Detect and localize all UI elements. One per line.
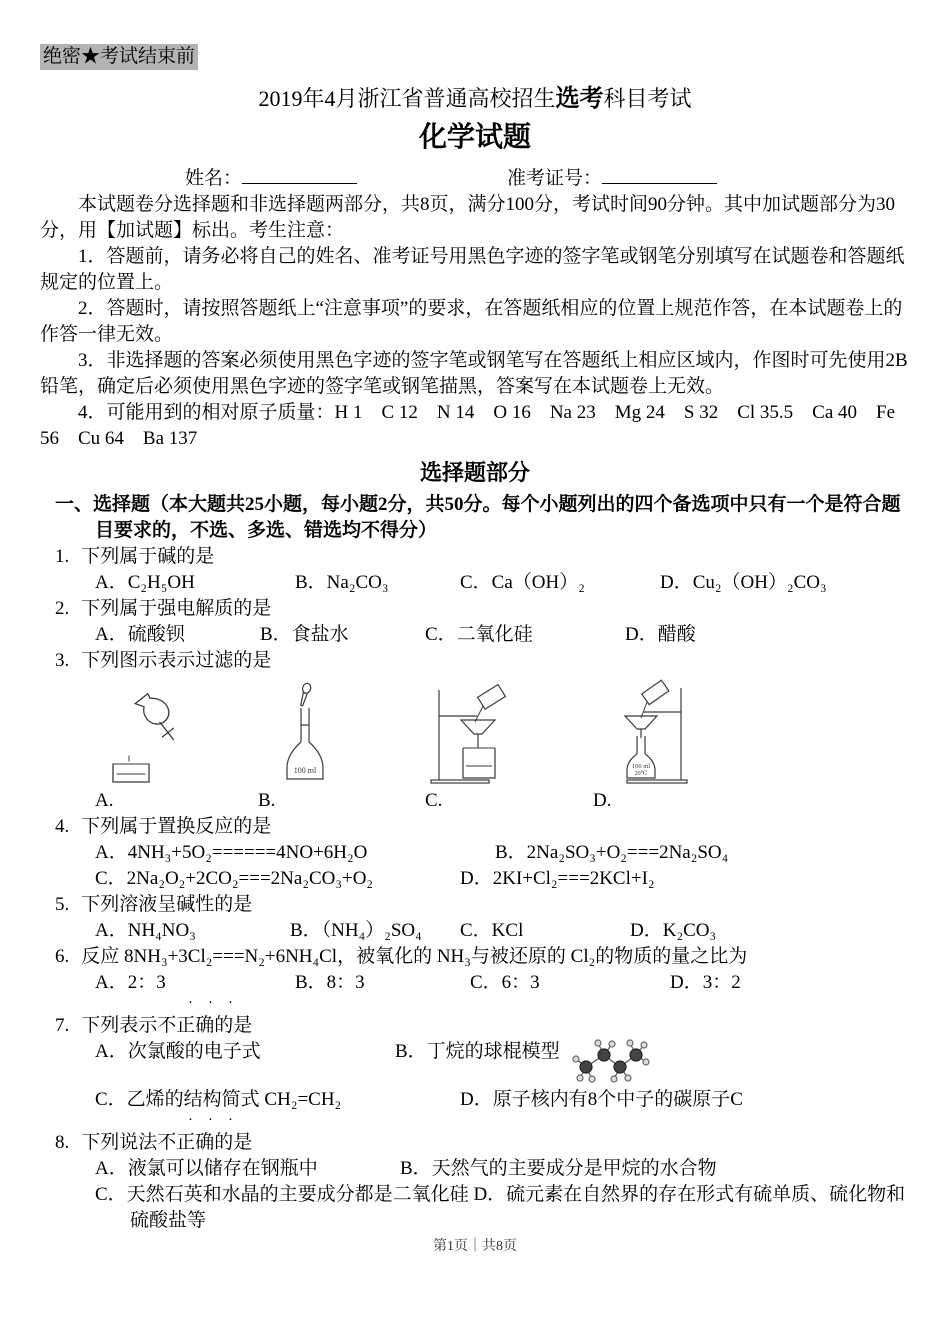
notice-3: 3．非选择题的答案必须使用黑色字迹的签字笔或钢笔写在答题纸上相应区域内，作图时可先使用2B铅笔，确定后必须使用黑色字迹的签字笔或钢笔描黑，答案写在本试题卷上无效。 [40,350,908,397]
question-1 [40,544,910,596]
page-footer: 第1页｜共8页 [433,1239,517,1254]
figure-b-block [258,682,425,814]
part-title: 选择题部分 [419,460,530,485]
question-1-options [95,570,910,596]
question-7-stem: 下列表示不正确的是 [81,1015,253,1036]
question-4-options-row-1 [95,840,910,866]
flask-d-temp-label: 20℃ [634,771,648,777]
section-instruction [40,492,910,544]
question-4-options-row-2 [95,866,910,892]
question-3-figures [95,674,910,814]
question-7-options-row-1 [95,1039,910,1087]
question-7 [40,996,910,1113]
question-7-options-row-2 [95,1087,910,1113]
exam-title-suffix: 科目考试 [603,86,692,111]
notice-1: 1．答题前，请务必将自己的姓名、准考证号用黑色字迹的签字笔或钢笔分别填写在试题卷和答题纸规定的位置上。 [40,246,905,293]
question-3-number: 3. [55,650,70,671]
question-8-option-d: D．硫元素在自然界的存在形式有硫单质、硫化物和硫酸盐等 [130,1184,906,1231]
question-3-stem: 下列图示表示过滤的是 [81,650,272,671]
question-1-stem-row [40,544,910,570]
exam-title-prefix: 2019年4月浙江省普通高校招生 [258,86,556,111]
question-7-option-a: A．次氯酸的电子式 [95,1041,261,1062]
question-2-number: 2. [55,598,70,619]
separating-funnel-figure [95,682,210,786]
exam-title-emphasis: 选考 [555,86,604,112]
question-2 [40,596,910,648]
instruction-end: ） [418,520,438,541]
question-8-stem-row [40,1130,910,1156]
figure-c-block [425,678,593,814]
question-1-option-d: D．Cu₂（OH）₂CO₃ [660,572,827,593]
question-5 [40,892,910,944]
exam-title [0,84,950,114]
question-1-option-c: C．Ca（OH）₂ [460,572,585,593]
question-6-options [95,970,910,996]
volumetric-flask-dropper-figure [258,682,353,786]
question-4-stem-row [40,814,910,840]
question-6-option-b: B．8：3 [295,972,365,993]
question-7-number: 7. [55,1015,70,1036]
name-label: 姓名： [185,168,243,189]
security-row [0,0,950,70]
question-8-option-c: C．天然石英和水晶的主要成分都是二氧化硅 [95,1184,469,1205]
question-2-stem: 下列属于强电解质的是 [81,598,272,619]
figure-d-label: D. [593,790,612,811]
question-4-option-b: B．2Na₂SO₃+O₂===2Na₂SO₄ [495,842,729,863]
question-5-option-b: B．（NH₄）₂SO₄ [290,920,422,941]
subject-title: 化学试题 [418,122,531,153]
question-7-option-b [395,1039,910,1087]
question-6-number: 6. [55,946,70,967]
question-5-option-a: A．NH₄NO₃ [95,920,196,941]
question-2-options [95,622,910,648]
question-8-option-a: A．液氯可以储存在钢瓶中 [95,1158,318,1179]
figure-d-block [593,678,768,814]
question-8-stem: 下列说法不正确的是 [81,1132,253,1153]
question-5-option-d: D．K₂CO₃ [630,920,717,941]
question-5-options [95,918,910,944]
funnel-into-volumetric-flask-figure [593,678,693,786]
question-1-stem: 下列属于碱的是 [81,546,215,567]
question-6-option-c: C．6：3 [470,972,540,993]
intro-section [40,192,910,452]
question-6-option-a: A．2：3 [95,972,166,993]
butane-ball-stick-model [570,1035,650,1087]
question-7-stem-row [40,1013,910,1039]
question-2-option-c: C．二氧化硅 [425,624,533,645]
exam-no-blank-line [602,168,717,184]
question-4-option-a: A．4NH₃+5O₂======4NO+6H₂O [95,842,368,863]
question-8-number: 8. [55,1132,70,1153]
question-4 [40,814,910,892]
exam-no-label: 准考证号： [507,168,603,189]
flask-d-volume-label: 100 ml [631,763,651,770]
instruction-lead: 一、选择题（ [55,494,170,515]
question-7-option-b-text: B．丁烷的球棍模型 [395,1041,560,1062]
flask-b-volume-label: 100 ml [293,766,317,775]
question-6-stem: 反应 8NH₃+3Cl₂===N₂+6NH₄Cl，被氧化的 NH₃与被还原的 Cl₂的物质的量之比为 [81,946,748,967]
question-1-option-b: B．Na₂CO₃ [295,572,389,593]
question-1-option-a: A．C₂H₅OH [95,572,195,593]
figure-c-label: C. [425,790,443,811]
question-4-option-d: D．2KI+Cl₂===2KCl+I₂ [460,868,655,889]
question-5-option-c: C．KCl [460,920,524,941]
filtration-into-beaker-figure [425,678,525,786]
question-2-option-b: B．食盐水 [260,624,349,645]
question-7-option-d: D．原子核内有8个中子的碳原子C [460,1089,743,1110]
question-4-number: 4. [55,816,70,837]
question-7-option-c: C．乙烯的结构简式 CH₂=CH₂ [95,1089,342,1110]
question-7-emphasis-dots: · · · [188,995,233,1011]
name-blank-line [242,168,357,184]
candidate-info-row [40,166,950,192]
question-8-options-row-1 [95,1156,910,1182]
question-2-option-d: D．醋酸 [625,624,696,645]
notice-2: 2．答题时，请按照答题纸上“注意事项”的要求，在答题纸相应的位置上规范作答，在本试题卷上的作答一律无效。 [40,298,903,345]
instruction-body: 本大题共25小题，每小题2分，共50分。每个小题列出的四个备选项中只有一个是符合题目要求的，不选、多选、错选均不得分 [95,494,901,541]
question-4-stem: 下列属于置换反应的是 [81,816,272,837]
notice-4-atomic-masses: 4．可能用到的相对原子质量：H 1 C 12 N 14 O 16 Na 23 Mg 24 S 32 Cl 35.5 Ca 40 Fe 56 Cu 64 Ba 137 [40,402,896,449]
question-3 [40,648,910,814]
question-6 [40,944,910,996]
intro-paragraph: 本试题卷分选择题和非选择题两部分，共8页，满分100分，考试时间90分钟。其中加试题部分为30分，用【加试题】标出。考生注意： [40,194,896,241]
question-8-emphasis-dots: · · · [188,1112,233,1128]
question-4-option-c: C．2Na₂O₂+2CO₂===2Na₂CO₃+O₂ [95,868,374,889]
security-classification: 绝密★考试结束前 [40,44,198,70]
question-1-number: 1. [55,546,70,567]
figure-a-block [95,682,258,814]
question-5-stem-row [40,892,910,918]
question-2-option-a: A．硫酸钡 [95,624,185,645]
figure-b-label: B. [258,790,276,811]
question-5-stem: 下列溶液呈碱性的是 [81,894,253,915]
question-8-options-row-2 [95,1182,910,1234]
question-6-option-d: D．3：2 [670,972,741,993]
question-8 [40,1113,910,1234]
question-2-stem-row [40,596,910,622]
figure-a-label: A. [95,790,114,811]
question-5-number: 5. [55,894,70,915]
question-3-stem-row [40,648,910,674]
question-8-option-b: B．天然气的主要成分是甲烷的水合物 [400,1158,717,1179]
question-6-stem-row [40,944,910,970]
